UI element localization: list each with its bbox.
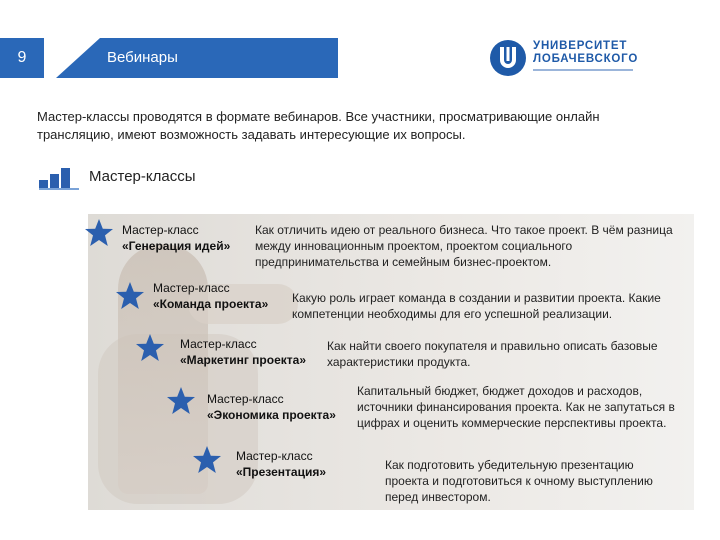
masterclass-2-description: Какую роль играет команда в создании и развитии проекта. Какие компетенции необходимы для его успешной реализации.	[292, 291, 661, 321]
logo-tagline-mark	[533, 67, 633, 73]
masterclass-4-description: Капитальный бюджет, бюджет доходов и расходов, источники финансирования проекта. Как не запутаться в цифрах и оценить коммерческие перспективы проекта.	[357, 384, 675, 430]
masterclass-5-description: Как подготовить убедительную презентацию проекта и подготовиться к очному выступлению перед инвестором.	[385, 458, 653, 504]
masterclass-2-name: «Команда проекта»	[153, 297, 269, 311]
university-emblem-icon	[488, 38, 528, 78]
university-logo	[488, 38, 678, 80]
masterclass-3-name: «Маркетинг проекта»	[180, 353, 306, 367]
masterclass-5-name: «Презентация»	[236, 465, 327, 479]
logo-line1: УНИВЕРСИТЕТ	[533, 40, 628, 52]
masterclass-4-name: «Экономика проекта»	[207, 408, 336, 422]
masterclass-1-kind: Мастер-класс	[122, 223, 199, 237]
masterclass-1-name: «Генерация идей»	[122, 239, 231, 253]
masterclass-1-label	[122, 222, 230, 254]
logo-line2: ЛОБАЧЕВСКОГО	[533, 53, 639, 65]
masterclass-1-description: Как отличить идею от реального бизнеса. Что такое проект. В чём разница между инновационным проектом, проектом социального предпринимательства и семейным бизнес-проектом.	[255, 223, 673, 269]
masterclass-4-kind: Мастер-класс	[207, 392, 284, 406]
masterclass-4-label	[207, 391, 336, 423]
star-icon	[135, 333, 165, 363]
star-icon	[192, 445, 222, 475]
masterclass-2-kind: Мастер-класс	[153, 281, 230, 295]
masterclass-2-label	[153, 280, 268, 312]
slide-number: 9	[0, 38, 44, 78]
masterclass-3-kind: Мастер-класс	[180, 337, 257, 351]
star-icon	[166, 386, 196, 416]
section-title: Мастер-классы	[89, 168, 196, 185]
star-icon	[84, 218, 114, 248]
star-icon	[115, 281, 145, 311]
masterclass-5-kind: Мастер-класс	[236, 449, 313, 463]
masterclass-3-label	[180, 336, 306, 368]
bar-chart-icon	[39, 168, 79, 190]
intro-text: Мастер-классы проводятся в формате вебинаров. Все участники, просматривающие онлайн трансляцию, имеют возможность задавать интересующие их вопросы.	[37, 109, 600, 142]
logo-text	[533, 40, 638, 66]
masterclass-3-description: Как найти своего покупателя и правильно описать базовые характеристики продукта.	[327, 339, 658, 369]
masterclass-5-label	[236, 448, 326, 480]
slide-title: Вебинары	[107, 49, 178, 66]
